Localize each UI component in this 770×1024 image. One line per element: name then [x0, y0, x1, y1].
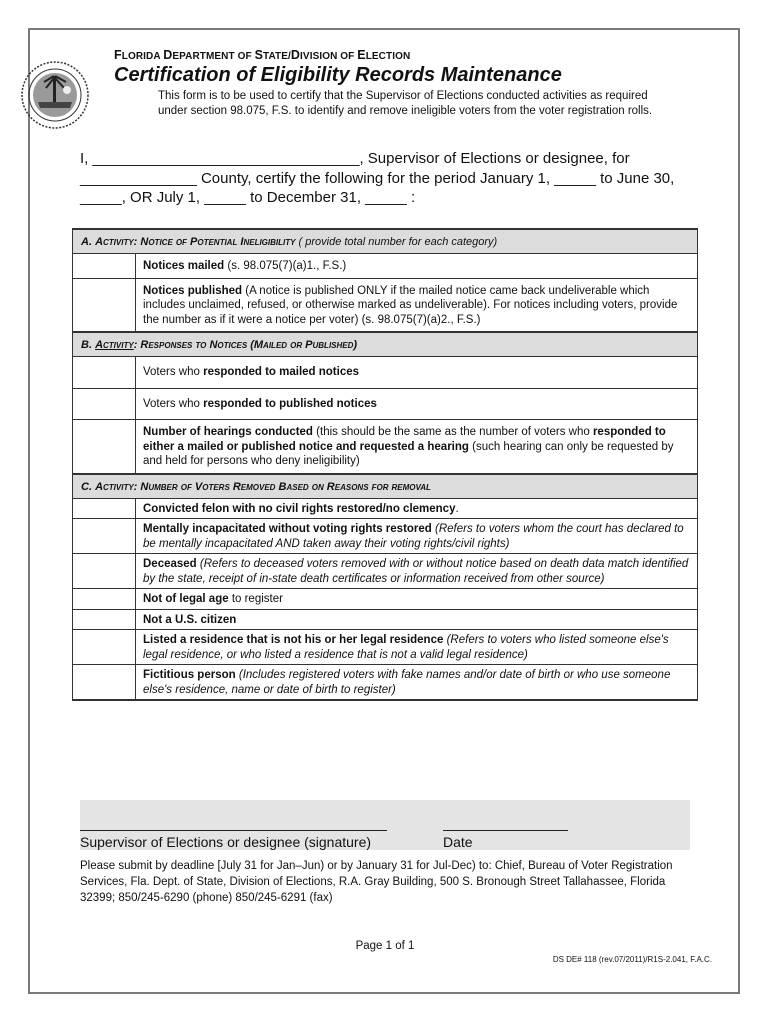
row-description: Not of legal age to register [136, 589, 698, 610]
row-description: Notices mailed (s. 98.075(7)(a)1., F.S.) [136, 254, 698, 279]
table-row [73, 589, 698, 610]
row-description: Listed a residence that is not his or her legal residence (Refers to voters who listed someone else's legal residence, or who listed a residence that is not a valid legal residence) [136, 630, 698, 665]
table-row [73, 519, 698, 554]
row-description: Number of hearings conducted (this should be the same as the number of voters who responded to either a mailed or published notice and requested a hearing (such hearing can only be requested by and held for persons who deny ineligibility) [136, 420, 698, 474]
count-field[interactable] [73, 420, 136, 474]
count-field[interactable] [73, 278, 136, 332]
table-row [73, 554, 698, 589]
count-field[interactable] [73, 388, 136, 420]
table-row [73, 420, 698, 474]
count-field[interactable] [73, 357, 136, 389]
form-intro: This form is to be used to certify that the Supervisor of Elections conducted activities as required under section 98.075, F.S. to identify and remove ineligible voters from the voter registration rolls. [158, 90, 653, 117]
submission-instructions: Please submit by deadline [July 31 for Jan–Jun) or by January 31 for Jul-Dec) to: Chief, Bureau of Voter Registration Services, Fla. Dept. of State, Division of Elections, R.A. Gray Building, 500 S. Bronough Street Tallahassee, Florida 32399; 850/245-6290 (phone) 850/245-6291 (fax) [80, 860, 673, 904]
form-id: DS DE# 118 (rev.07/2011)/R1S-2.041, F.A.C. [552, 955, 712, 964]
activity-table [72, 228, 698, 701]
state-seal-icon [20, 60, 90, 130]
count-field[interactable] [73, 609, 136, 630]
date-line [443, 830, 568, 831]
certification-statement [80, 149, 690, 208]
table-row [73, 278, 698, 332]
row-description: Convicted felon with no civil rights restored/no clemency. [136, 498, 698, 519]
table-row [73, 254, 698, 279]
section-b-header: B. Activity: Responses to Notices (Mailed or Published) [73, 332, 698, 357]
signature-line [80, 830, 387, 831]
certification-line[interactable]: I, ________________________________, Supervisor of Elections or designee, for [80, 150, 630, 167]
row-description: Mentally incapacitated without voting rights restored (Refers to voters whom the court has declared to be mentally incapacitated AND taken away their voting rights/civil rights) [136, 519, 698, 554]
table-row [73, 357, 698, 389]
row-description: Voters who responded to published notices [136, 388, 698, 420]
certification-line[interactable]: _____, OR July 1, _____ to December 31, _____ : [80, 189, 416, 206]
table-row [73, 498, 698, 519]
count-field[interactable] [73, 554, 136, 589]
certification-line[interactable]: ______________ County, certify the following for the period January 1, _____ to June 30, [80, 169, 675, 187]
count-field[interactable] [73, 519, 136, 554]
count-field[interactable] [73, 254, 136, 279]
section-c-header: C. Activity: Number of Voters Removed Based on Reasons for removal [73, 474, 698, 499]
row-description: Voters who responded to mailed notices [136, 357, 698, 389]
table-row [73, 665, 698, 701]
row-description: Notices published (A notice is published ONLY if the mailed notice came back undeliverable which includes unclaimed, refused, or otherwise marked as undeliverable). For notices including voters, provide the number as if it were a notice per voter) (s. 98.075(7)(a)2., F.S.) [136, 278, 698, 332]
row-description: Not a U.S. citizen [136, 609, 698, 630]
form-title: Certification of Eligibility Records Maintenance [114, 64, 562, 86]
page-number: Page 1 of 1 [355, 940, 415, 952]
table-row [73, 630, 698, 665]
count-field[interactable] [73, 665, 136, 701]
section-a-header: A. Activity: Notice of Potential Ineligibility ( provide total number for each category) [73, 229, 698, 254]
date-label: Date [443, 834, 473, 850]
table-row [73, 609, 698, 630]
row-description: Fictitious person (Includes registered voters with fake names and/or date of birth or who use someone else's residence, name or date of birth to register) [136, 665, 698, 701]
count-field[interactable] [73, 589, 136, 610]
count-field[interactable] [73, 498, 136, 519]
count-field[interactable] [73, 630, 136, 665]
agency-name: FLORIDA DEPARTMENT OF STATE/DIVISION OF ELECTION [114, 48, 411, 62]
signature-label: Supervisor of Elections or designee (signature) [80, 834, 372, 850]
row-description: Deceased (Refers to deceased voters removed with or without notice based on death data match identified by the state, receipt of in-state death certificates or information received from other source) [136, 554, 698, 589]
table-row [73, 388, 698, 420]
